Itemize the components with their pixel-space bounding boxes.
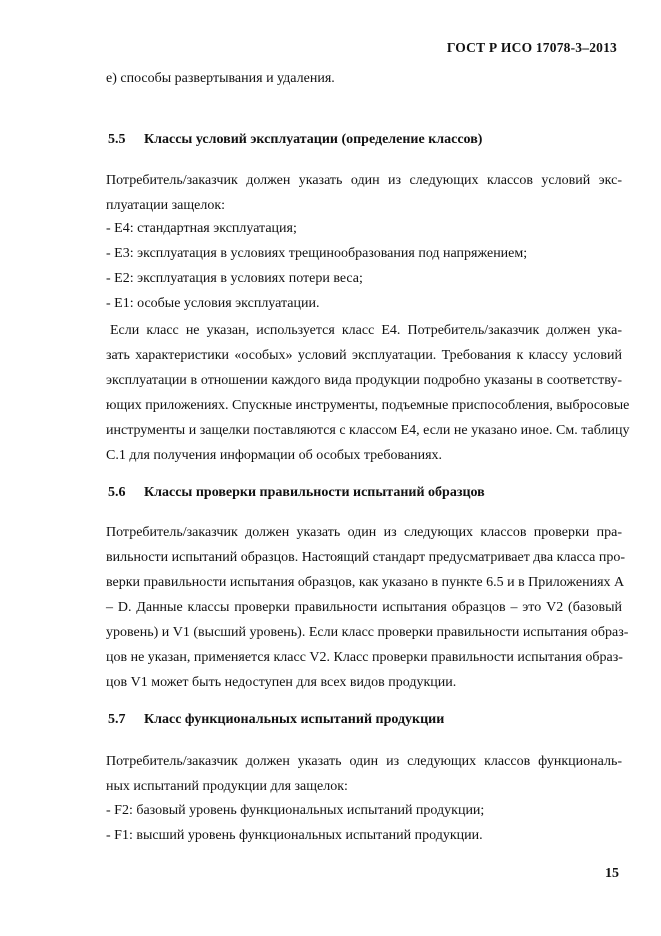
section-heading-5-5 — [108, 132, 482, 148]
list-item: - Е2: эксплуатация в условиях потери веса; — [106, 271, 363, 286]
list-item: - Е4: стандартная эксплуатация; — [106, 221, 297, 236]
section-5-6-body — [106, 520, 629, 695]
document-header: ГОСТ Р ИСО 17078-3–2013 — [446, 40, 617, 55]
text-line: С.1 для получения информации об особых требованиях. — [106, 448, 443, 463]
section-5-7-list — [106, 798, 622, 848]
text-line: Потребитель/заказчик должен указать один из следующих классов функциональ- — [106, 754, 622, 769]
text-line: ющих приложениях. Спускные инструменты, подъемные приспособления, выбросовые — [106, 398, 630, 413]
section-number: 5.6 — [108, 485, 126, 500]
text-line: – D. Данные классы проверки правильности испытания образцов – это V2 (базовый — [106, 600, 622, 615]
text-line: ных испытаний продукции для защелок: — [106, 779, 348, 794]
section-title: Классы условий эксплуатации (определение классов) — [144, 132, 483, 147]
section-5-7-intro — [106, 749, 622, 799]
list-item-e — [106, 66, 622, 91]
text-line: зать характеристики «особых» условий эксплуатации. Требования к классу условий — [106, 348, 622, 363]
text-line: цов не указан, применяется класс V2. Класс проверки правильности испытания образ- — [106, 650, 623, 665]
section-title: Класс функциональных испытаний продукции — [144, 712, 445, 727]
list-item: - Е3: эксплуатация в условиях трещинообразования под напряжением; — [106, 246, 528, 261]
list-item-text: е) способы развертывания и удаления. — [106, 71, 335, 86]
text-line: цов V1 может быть недоступен для всех видов продукции. — [106, 675, 457, 690]
page-number: 15 — [605, 866, 619, 881]
text-line: Если класс не указан, используется класс Е4. Потребитель/заказчик должен ука- — [110, 323, 622, 338]
text-line: верки правильности испытания образцов, как указано в пункте 6.5 и в Приложениях А — [106, 575, 625, 590]
section-number: 5.7 — [108, 712, 126, 727]
section-5-5-list — [106, 216, 622, 316]
list-item: - F1: высший уровень функциональных испытаний продукции. — [106, 828, 483, 843]
text-line: эксплуатации в отношении каждого вида продукции подробно указаны в соответству- — [106, 373, 622, 388]
text-line: уровень) и V1 (высший уровень). Если класс проверки правильности испытания образ- — [106, 625, 629, 640]
section-5-5-body — [106, 318, 630, 468]
list-item: - F2: базовый уровень функциональных испытаний продукции; — [106, 803, 485, 818]
text-line: вильности испытаний образцов. Настоящий стандарт предусматривает два класса про- — [106, 550, 626, 565]
section-heading-5-6 — [108, 485, 485, 501]
list-item: - Е1: особые условия эксплуатации. — [106, 296, 320, 311]
section-heading-5-7 — [108, 712, 444, 728]
section-title: Классы проверки правильности испытаний образцов — [144, 485, 485, 500]
text-line: плуатации защелок: — [106, 198, 226, 213]
text-line: Потребитель/заказчик должен указать один из следующих классов проверки пра- — [106, 525, 622, 540]
text-line: инструменты и защелки поставляются с классом Е4, если не указано иное. См. таблицу — [106, 423, 630, 438]
section-number: 5.5 — [108, 132, 126, 147]
section-5-5-intro — [106, 168, 622, 218]
text-line: Потребитель/заказчик должен указать один из следующих классов условий экс- — [106, 173, 622, 188]
